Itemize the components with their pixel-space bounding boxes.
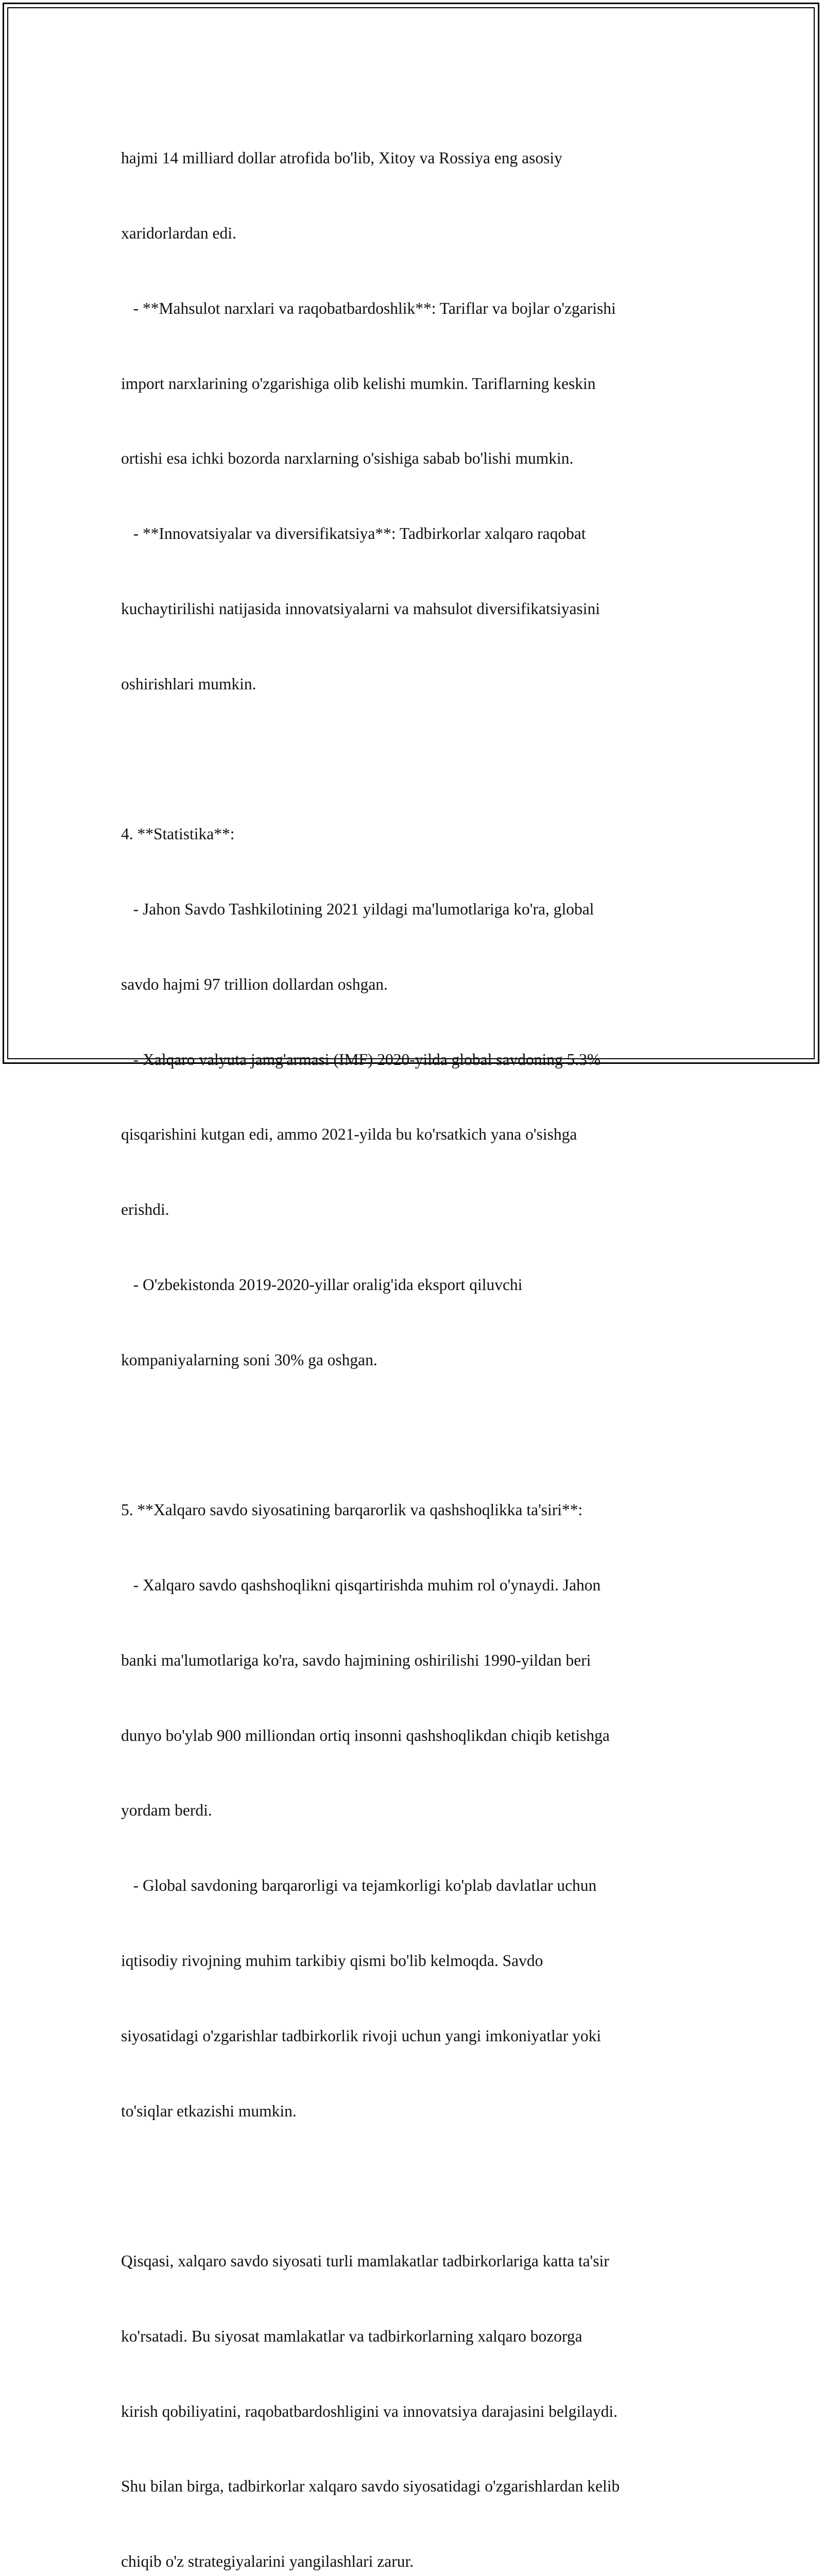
blank-line bbox=[121, 747, 713, 772]
text-line: - Xalqaro savdo qashshoqlikni qisqartirishda muhim rol o'ynaydi. Jahon bbox=[121, 1576, 601, 1595]
blank-line bbox=[121, 1422, 713, 1448]
conclusion-line: ko'rsatadi. Bu siyosat mamlakatlar va tadbirkorlarning xalqaro bozorga bbox=[121, 2327, 582, 2345]
text-line: ortishi esa ichki bozorda narxlarning o'sishiga sabab bo'lishi mumkin. bbox=[121, 449, 574, 468]
text-line: - Jahon Savdo Tashkilotining 2021 yildagi ma'lumotlariga ko'ra, global bbox=[121, 900, 594, 918]
text-line: - **Mahsulot narxlari va raqobatbardoshlik**: Tariflar va bojlar o'zgarishi bbox=[121, 299, 616, 317]
text-line: - **Innovatsiyalar va diversifikatsiya**: Tadbirkorlar xalqaro raqobat bbox=[121, 524, 586, 543]
section-heading: 5. **Xalqaro savdo siyosatining barqarorlik va qashshoqlikka ta'siri**: bbox=[121, 1501, 583, 1519]
text-line: erishdi. bbox=[121, 1200, 169, 1219]
conclusion-line: kirish qobiliyatini, raqobatbardoshligini va innovatsiya darajasini belgilaydi. bbox=[121, 2402, 618, 2420]
text-line: hajmi 14 milliard dollar atrofida bo'lib, Xitoy va Rossiya eng asosiy bbox=[121, 149, 562, 167]
conclusion-line: Qisqasi, xalqaro savdo siyosati turli mamlakatlar tadbirkorlariga katta ta'sir bbox=[121, 2252, 609, 2270]
text-line: to'siqlar etkazishi mumkin. bbox=[121, 2102, 297, 2120]
text-line: iqtisodiy rivojning muhim tarkibiy qismi bo'lib kelmoqda. Savdo bbox=[121, 1951, 543, 1970]
text-line: oshirishlari mumkin. bbox=[121, 674, 256, 693]
section-heading: 4. **Statistika**: bbox=[121, 825, 235, 843]
blank-line bbox=[121, 2174, 713, 2199]
text-line: dunyo bo'ylab 900 milliondan ortiq insonni qashshoqlikdan chiqib ketishga bbox=[121, 1726, 610, 1744]
text-line: banki ma'lumotlariga ko'ra, savdo hajmining oshirilishi 1990-yildan beri bbox=[121, 1651, 591, 1669]
text-line: - O'zbekistonda 2019-2020-yillar oralig'ida eksport qiluvchi bbox=[121, 1275, 523, 1294]
text-line: qisqarishini kutgan edi, ammo 2021-yilda bu ko'rsatkich yana o'sishga bbox=[121, 1125, 577, 1144]
document-body bbox=[121, 96, 713, 2576]
text-line: yordam berdi. bbox=[121, 1801, 212, 1820]
text-line: siyosatidagi o'zgarishlar tadbirkorlik rivoji uchun yangi imkoniyatlar yoki bbox=[121, 2026, 602, 2045]
conclusion-line: chiqib o'z strategiyalarini yangilashlari zarur. bbox=[121, 2552, 414, 2571]
conclusion-line: Shu bilan birga, tadbirkorlar xalqaro savdo siyosatidagi o'zgarishlardan kelib bbox=[121, 2477, 620, 2496]
text-line: - Global savdoning barqarorligi va tejamkorligi ko'plab davlatlar uchun bbox=[121, 1876, 597, 1895]
text-line: savdo hajmi 97 trillion dollardan oshgan. bbox=[121, 975, 388, 993]
text-line: import narxlarining o'zgarishiga olib kelishi mumkin. Tariflarning keskin bbox=[121, 374, 596, 393]
text-line: kuchaytirilishi natijasida innovatsiyalarni va mahsulot diversifikatsiyasini bbox=[121, 599, 600, 618]
text-line: - Xalqaro valyuta jamg'armasi (IMF) 2020-yilda global savdoning 5.3% bbox=[121, 1050, 601, 1069]
text-line: xaridorlardan edi. bbox=[121, 224, 236, 242]
text-line: kompaniyalarning soni 30% ga oshgan. bbox=[121, 1350, 377, 1369]
